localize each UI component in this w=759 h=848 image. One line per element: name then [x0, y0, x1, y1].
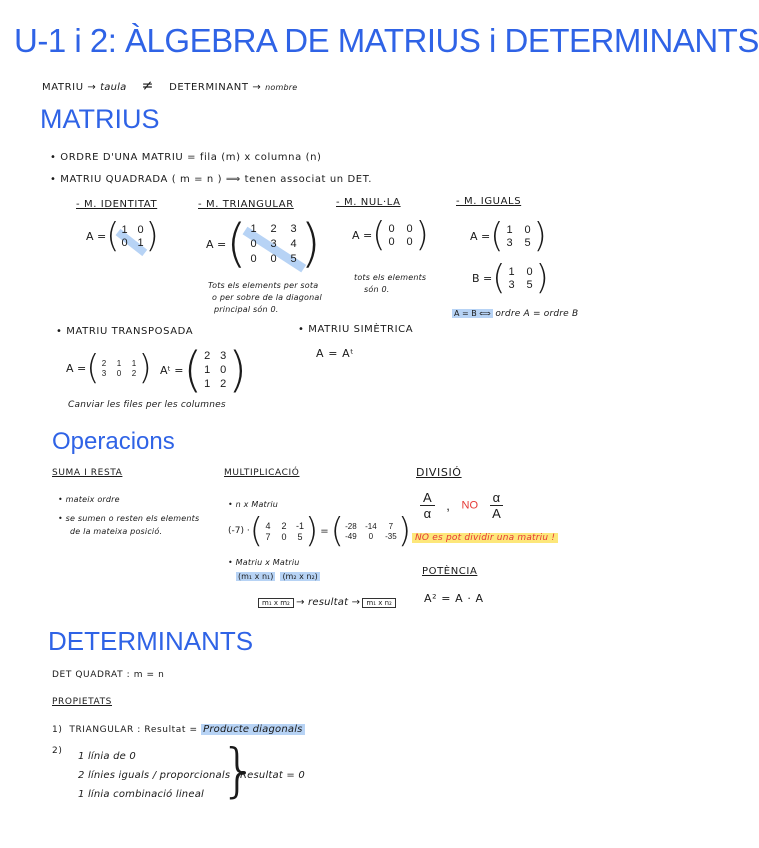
nulla-matrix: A = ( 0 0 0 0 ): [352, 215, 429, 255]
propietat-2-list: 1 línia de 0 2 línies iguals / proporcionals 1 línia combinació lineal: [78, 751, 231, 800]
matrix-label: A =: [66, 361, 87, 375]
matrix-cells: 2 1 1 3 0 2: [101, 358, 137, 378]
matrix-cells: -28 -14 7 -49 0 -35: [345, 521, 397, 541]
matrix-cells: 1 0 3 5: [506, 223, 531, 249]
potencia-title: POTÈNCIA: [422, 566, 478, 577]
bullet-quadrada: • MATRIU QUADRADA ( m = n ) ⟹ tenen associat un DET.: [50, 174, 373, 185]
matrix-label: A =: [86, 229, 107, 243]
mult-scalar-bullet: • n x Matriu: [228, 500, 279, 509]
divisio-title: DIVISIÓ: [416, 466, 462, 479]
arrow-icon: →: [252, 82, 262, 93]
iguals-title: - M. IGUALS: [456, 196, 522, 207]
identitat-matrix: A = ( 1 0 0 1 ): [86, 216, 159, 256]
intro-taula: taula: [100, 82, 127, 93]
section-title-determinants: DETERMINANTS: [48, 626, 254, 656]
matrix-cells: 4 2 -1 7 0 5: [265, 520, 304, 542]
page-title: U-1 i 2: ÀLGEBRA DE MATRIUS i DETERMINANTS: [14, 22, 759, 59]
section-title-operacions: Operacions: [52, 428, 175, 455]
propietat-2-result: Resultat = 0: [240, 770, 305, 781]
bullet-ordre: • ORDRE D'UNA MATRIU = fila (m) x columna (n): [50, 152, 322, 163]
triangular-title: - M. TRIANGULAR: [198, 199, 294, 210]
mult-matrix-bullet: • Matriu x Matriu: [228, 558, 300, 567]
triangular-note: Tots els elements per sota o per sobre de la diagonal principal són 0.: [208, 281, 322, 314]
matrix-label: A =: [470, 229, 491, 243]
propietat-1: 1) TRIANGULAR : Resultat = Producte diagonals: [52, 724, 303, 735]
triangular-matrix: A = ( 1 2 3 0 3 4 0 0 5 ): [206, 214, 321, 274]
intro-nombre: nombre: [265, 83, 298, 92]
mult-scalar-example: (-7) · ( 4 2 -1 7 0 5 ) = ( -28 -14 7 -49 0 -35 ): [228, 511, 412, 551]
divisio-warning: NO es pot dividir una matriu !: [412, 533, 558, 543]
mult-result-line: m₁ x m₂ → resultat → m₁ x n₂: [258, 597, 396, 608]
potencia-formula: A² = A · A: [424, 592, 484, 605]
intro-matriu: MATRIU: [42, 82, 84, 93]
matrix-label: A =: [206, 237, 227, 251]
suma-title: SUMA I RESTA: [52, 468, 123, 478]
matrix-cells: 2 3 1 0 1 2: [204, 350, 227, 390]
mult-orders: (m₁ x n₁) (m₂ x n₂): [238, 572, 318, 581]
transposada-matrix-a: A = ( 2 1 1 3 0 2 ): [66, 348, 152, 388]
iguals-matrix-a: A = ( 1 0 3 5 ): [470, 216, 547, 256]
matrix-cells: 1 0 0 1: [120, 224, 146, 249]
identitat-title: - M. IDENTITAT: [76, 199, 158, 210]
simetrica-formula: A = Aᵗ: [316, 347, 355, 360]
arrow-icon: →: [87, 82, 97, 93]
matrix-cells: 1 2 3 0 3 4 0 0 5: [247, 223, 301, 265]
not-equal-sign: ≠: [141, 78, 154, 94]
iguals-matrix-b: B = ( 1 0 3 5 ): [472, 258, 549, 298]
nulla-note: tots els elements són 0.: [354, 273, 427, 294]
matrix-label: A =: [352, 228, 373, 242]
propietat-2-num: 2): [52, 746, 63, 756]
matrix-label: Aᵗ =: [160, 363, 184, 377]
simetrica-title: • MATRIU SIMÈTRICA: [298, 324, 414, 335]
section-title-matrius: MATRIUS: [40, 104, 160, 134]
matrix-label: B =: [472, 271, 493, 285]
multiplicacio-title: MULTIPLICACIÓ: [224, 468, 300, 478]
iguals-note: A = B ⟺ ordre A = ordre B: [454, 309, 579, 319]
transposada-title: • MATRIU TRANSPOSADA: [56, 326, 194, 337]
intro-determinant: DETERMINANT: [169, 82, 249, 93]
propietat-2-brace: }: [220, 736, 257, 804]
transposada-note: Canviar les files per les columnes: [68, 400, 226, 410]
nulla-title: - M. NUL·LA: [336, 197, 401, 208]
transposada-matrix-at: Aᵗ = ( 2 3 1 0 1 2 ): [160, 342, 247, 398]
matrix-cells: 0 0 0 0: [388, 222, 413, 248]
suma-bullets: • mateix ordre • se sumen o resten els elements de la mateixa posició.: [58, 495, 200, 536]
divisio-fractions: $\frac{A}{\alpha}$ , NO $\frac{\alpha}{A}$: [420, 490, 503, 521]
intro-line: [42, 78, 297, 94]
det-quadrat: DET QUADRAT : m = n: [52, 670, 165, 680]
matrix-cells: 1 0 3 5: [508, 265, 533, 291]
propietats-title: PROPIETATS: [52, 697, 112, 707]
